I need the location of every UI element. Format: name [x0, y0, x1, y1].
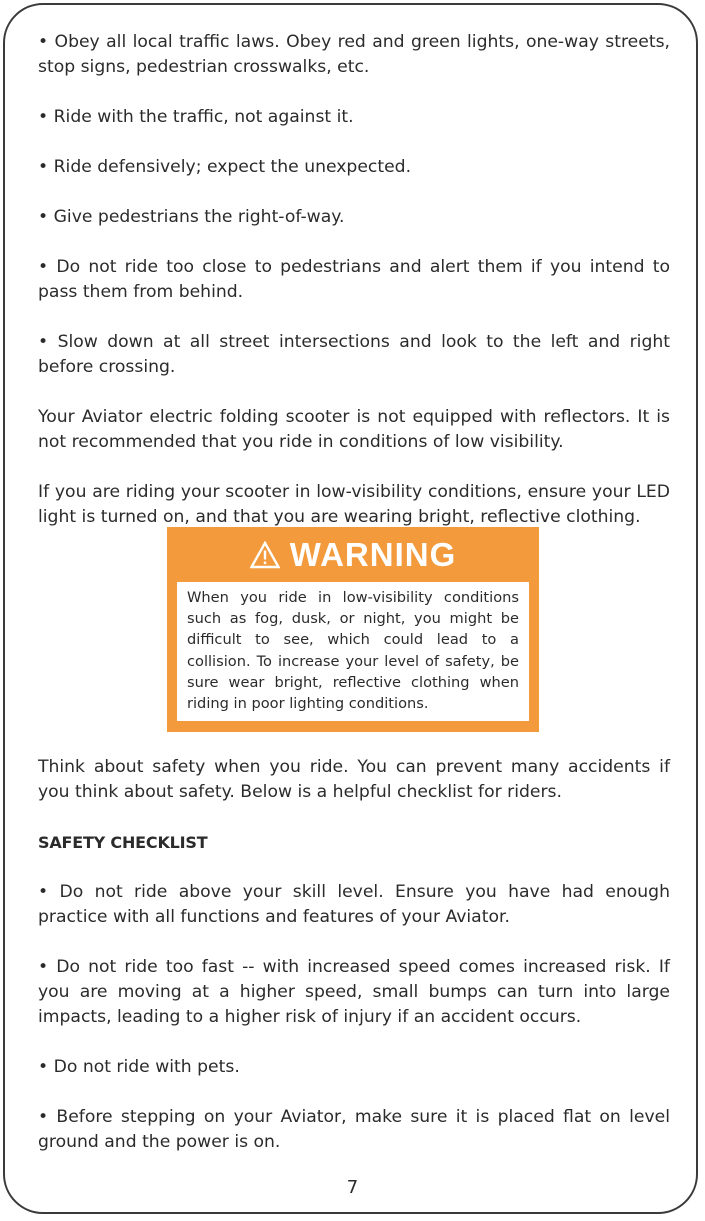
- checklist-speed: • Do not ride too fast -- with increased speed comes increased risk. If you are moving at a higher speed, small bumps can turn into large impacts, leading to a higher risk of injury if an accident occurs.: [38, 957, 670, 1027]
- checklist-level-ground: • Before stepping on your Aviator, make sure it is placed flat on level ground and the power is on.: [38, 1107, 670, 1152]
- rule-ride-with-traffic: • Ride with the traffic, not against it.: [38, 107, 354, 127]
- bottom-section: [38, 755, 670, 1155]
- warning-box: [167, 527, 539, 732]
- checklist-skill-level: • Do not ride above your skill level. Ensure you have had enough practice with all functions and features of your Aviator.: [38, 882, 670, 927]
- rule-ride-defensively: • Ride defensively; expect the unexpected.: [38, 157, 412, 177]
- safety-intro: Think about safety when you ride. You can prevent many accidents if you think about safety. Below is a helpful checklist for riders.: [38, 757, 670, 802]
- warning-text: When you ride in low-visibility conditions such as fog, dusk, or night, you might be difficult to see, which could lead to a collision. To increase your level of safety, be sure wear bright, reflective clothing when riding in poor lighting conditions.: [187, 589, 519, 713]
- rule-pedestrians-right-of-way: • Give pedestrians the right-of-way.: [38, 207, 345, 227]
- warning-header: [167, 533, 539, 577]
- warning-triangle-icon: [250, 541, 280, 569]
- reflectors-note: Your Aviator electric folding scooter is not equipped with reflectors. It is not recommended that you ride in conditions of low visibility.: [38, 407, 670, 452]
- rule-pedestrian-distance: • Do not ride too close to pedestrians and alert them if you intend to pass them from behind.: [38, 257, 670, 302]
- top-section: [38, 30, 670, 530]
- checklist-pets: • Do not ride with pets.: [38, 1057, 240, 1077]
- low-visibility-note: If you are riding your scooter in low-visibility conditions, ensure your LED light is turned on, and that you are wearing bright, reflective clothing.: [38, 482, 670, 527]
- rule-slow-at-intersections: • Slow down at all street intersections and look to the left and right before crossing.: [38, 332, 670, 377]
- warning-title: WARNING: [289, 536, 457, 573]
- safety-checklist-heading: SAFETY CHECKLIST: [38, 833, 208, 852]
- warning-message-panel: [177, 582, 529, 721]
- rule-obey-laws: • Obey all local traffic laws. Obey red and green lights, one-way streets, stop signs, pedestrian crosswalks, etc.: [38, 32, 670, 77]
- page-number: 7: [346, 1177, 359, 1198]
